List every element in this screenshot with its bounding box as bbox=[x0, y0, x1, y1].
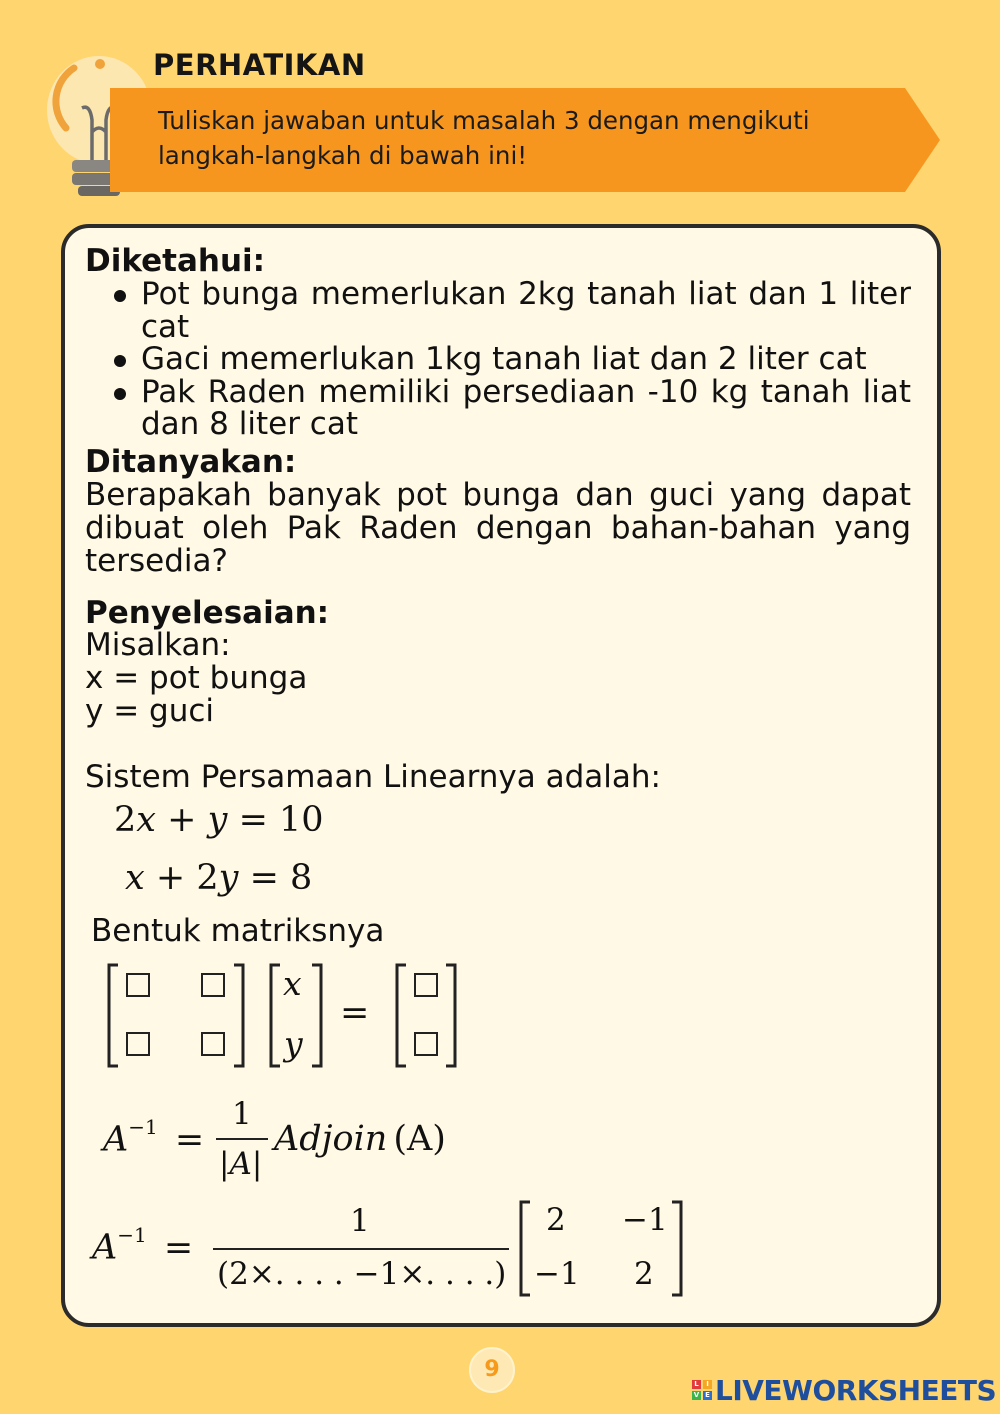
inverse-formula-denominator: |A| bbox=[219, 1146, 263, 1182]
blank-a21[interactable] bbox=[126, 1032, 150, 1056]
equation-2: x + 2y = 8 bbox=[125, 858, 313, 898]
matrix-cell: 2 bbox=[546, 1202, 566, 1238]
blank-a12[interactable] bbox=[201, 973, 225, 997]
inverse-formula-lhs: $A^{-1}$ = bbox=[103, 1115, 205, 1160]
matrix-cell: −1 bbox=[534, 1256, 580, 1292]
y-definition: y = guci bbox=[85, 693, 215, 729]
instruction-text: Tuliskan jawaban untuk masalah 3 dengan mengikuti langkah-langkah di bawah ini! bbox=[158, 106, 810, 170]
notice-title: PERHATIKAN bbox=[153, 48, 366, 82]
equation-1: 2x + y = 10 bbox=[114, 800, 324, 840]
inverse-calc-numerator: 1 bbox=[350, 1203, 370, 1239]
solution-heading: Penyelesaian: bbox=[85, 595, 330, 631]
brand-name: LIVEWORKSHEETS bbox=[715, 1373, 997, 1407]
x-definition: x = pot bunga bbox=[85, 660, 308, 696]
page-number: 9 bbox=[469, 1347, 515, 1393]
asked-text: Berapakah banyak pot bunga dan guci yang dapat dibuat oleh Pak Raden dengan bahan-bahan yang tersedia? bbox=[85, 477, 911, 579]
matrix-cell: 2 bbox=[634, 1256, 654, 1292]
inverse-formula-numerator: 1 bbox=[232, 1096, 252, 1132]
matrix-cell: −1 bbox=[622, 1202, 668, 1238]
asked-heading: Ditanyakan: bbox=[85, 444, 297, 480]
vector-x: x bbox=[283, 964, 302, 1003]
blank-b2[interactable] bbox=[414, 1032, 438, 1056]
matrix-equals: = bbox=[340, 993, 370, 1033]
vector-y: y bbox=[284, 1024, 303, 1063]
blank-a11[interactable] bbox=[126, 973, 150, 997]
known-heading: Diketahui: bbox=[85, 243, 266, 279]
fraction-bar bbox=[216, 1138, 268, 1140]
blank-a22[interactable] bbox=[201, 1032, 225, 1056]
liveworksheets-brand bbox=[692, 1372, 996, 1408]
list-item: Pak Raden memiliki persediaan -10 kg tanah liat dan 8 liter cat bbox=[108, 376, 911, 441]
fraction-bar bbox=[213, 1248, 509, 1250]
adjoint-term: Adjoin (A) bbox=[274, 1119, 446, 1159]
list-item: Pot bunga memerlukan 2kg tanah liat dan 1 liter cat bbox=[108, 278, 911, 343]
system-label: Sistem Persamaan Linearnya adalah: bbox=[85, 759, 661, 795]
blank-b1[interactable] bbox=[414, 973, 438, 997]
inverse-calc-lhs: $A^{-1}$ = bbox=[92, 1223, 194, 1268]
let-label: Misalkan: bbox=[85, 627, 231, 663]
inverse-calc-denominator[interactable]: (2×. . . . −1×. . . .) bbox=[217, 1256, 507, 1292]
matrix-label: Bentuk matriksnya bbox=[91, 913, 385, 949]
known-list bbox=[108, 278, 911, 441]
list-item: Gaci memerlukan 1kg tanah liat dan 2 liter cat bbox=[108, 343, 911, 376]
liveworksheets-logo-icon: L I V E bbox=[692, 1380, 712, 1400]
